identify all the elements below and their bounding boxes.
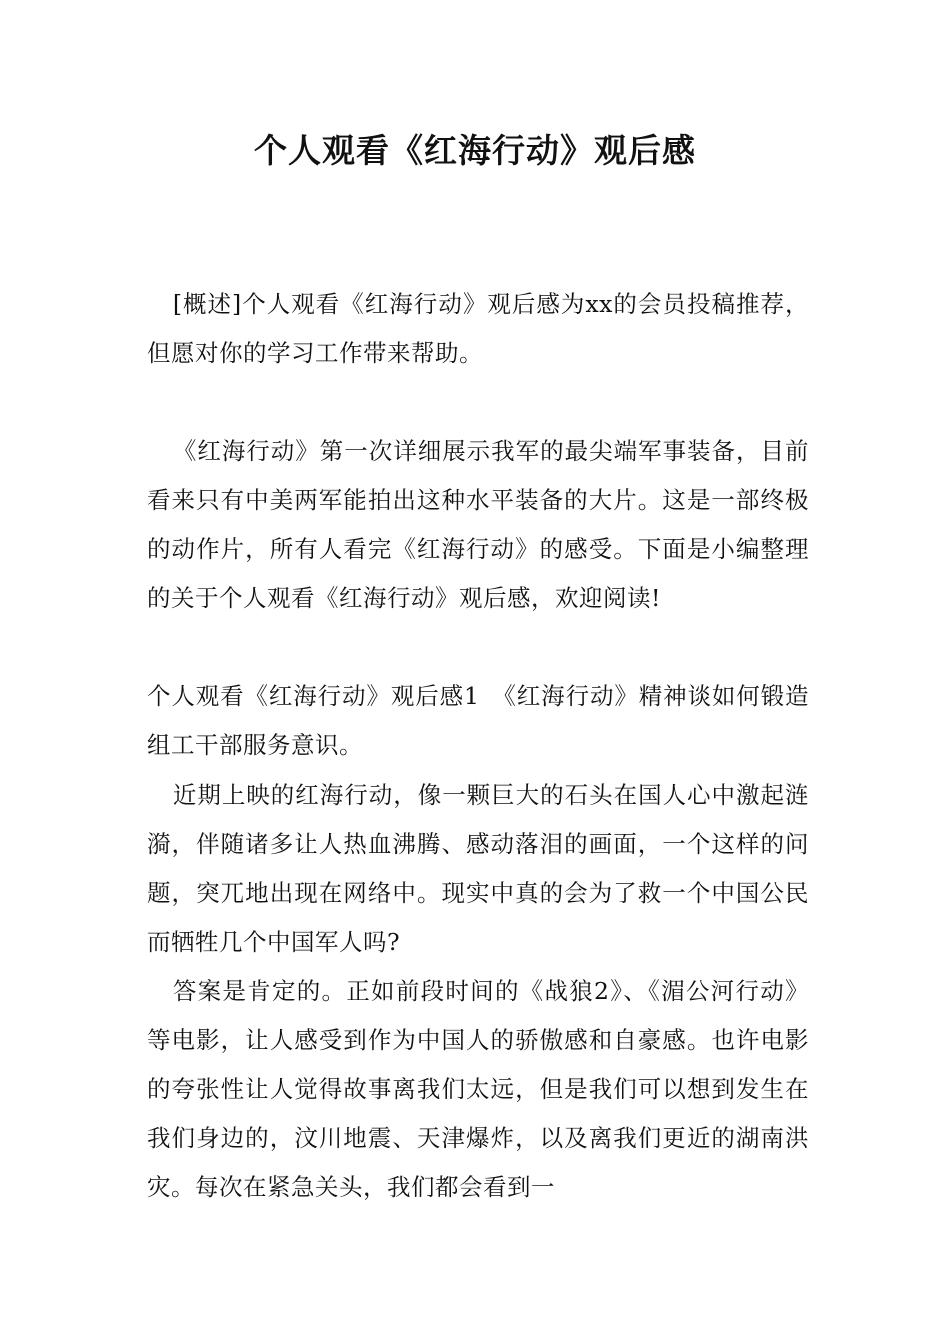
- section-heading-paragraph: 个人观看《红海行动》观后感1 《红海行动》精神谈如何锻造组工干部服务意识。: [147, 682, 809, 759]
- document-title: 个人观看《红海行动》观后感: [254, 131, 696, 170]
- body-paragraph: 近期上映的红海行动，像一颗巨大的石头在国人心中激起涟漪，伴随诸多让人热血沸腾、感动落泪的画面，一个这样的问题，突兀地出现在网络中。现实中真的会为了救一个中国公民而牺牲几个中国军人吗?: [147, 781, 809, 956]
- body-paragraph: 答案是肯定的。正如前段时间的《战狼2》、《湄公河行动》等电影，让人感受到作为中国人的骄傲感和自豪感。也许电影的夸张性让人觉得故事离我们太远，但是我们可以想到发生在我们身边的，汶川地震、天津爆炸，以及离我们更近的湖南洪灾。每次在紧急关头，我们都会看到一: [147, 977, 809, 1201]
- summary-paragraph: [概述]个人观看《红海行动》观后感为xx的会员投稿推荐，但愿对你的学习工作带来帮助。: [147, 290, 809, 367]
- intro-paragraph: 《红海行动》第一次详细展示我军的最尖端军事装备，目前看来只有中美两军能拍出这种水平装备的大片。这是一部终极的动作片，所有人看完《红海行动》的感受。下面是小编整理的关于个人观看《红海行动》观后感，欢迎阅读!: [147, 437, 809, 612]
